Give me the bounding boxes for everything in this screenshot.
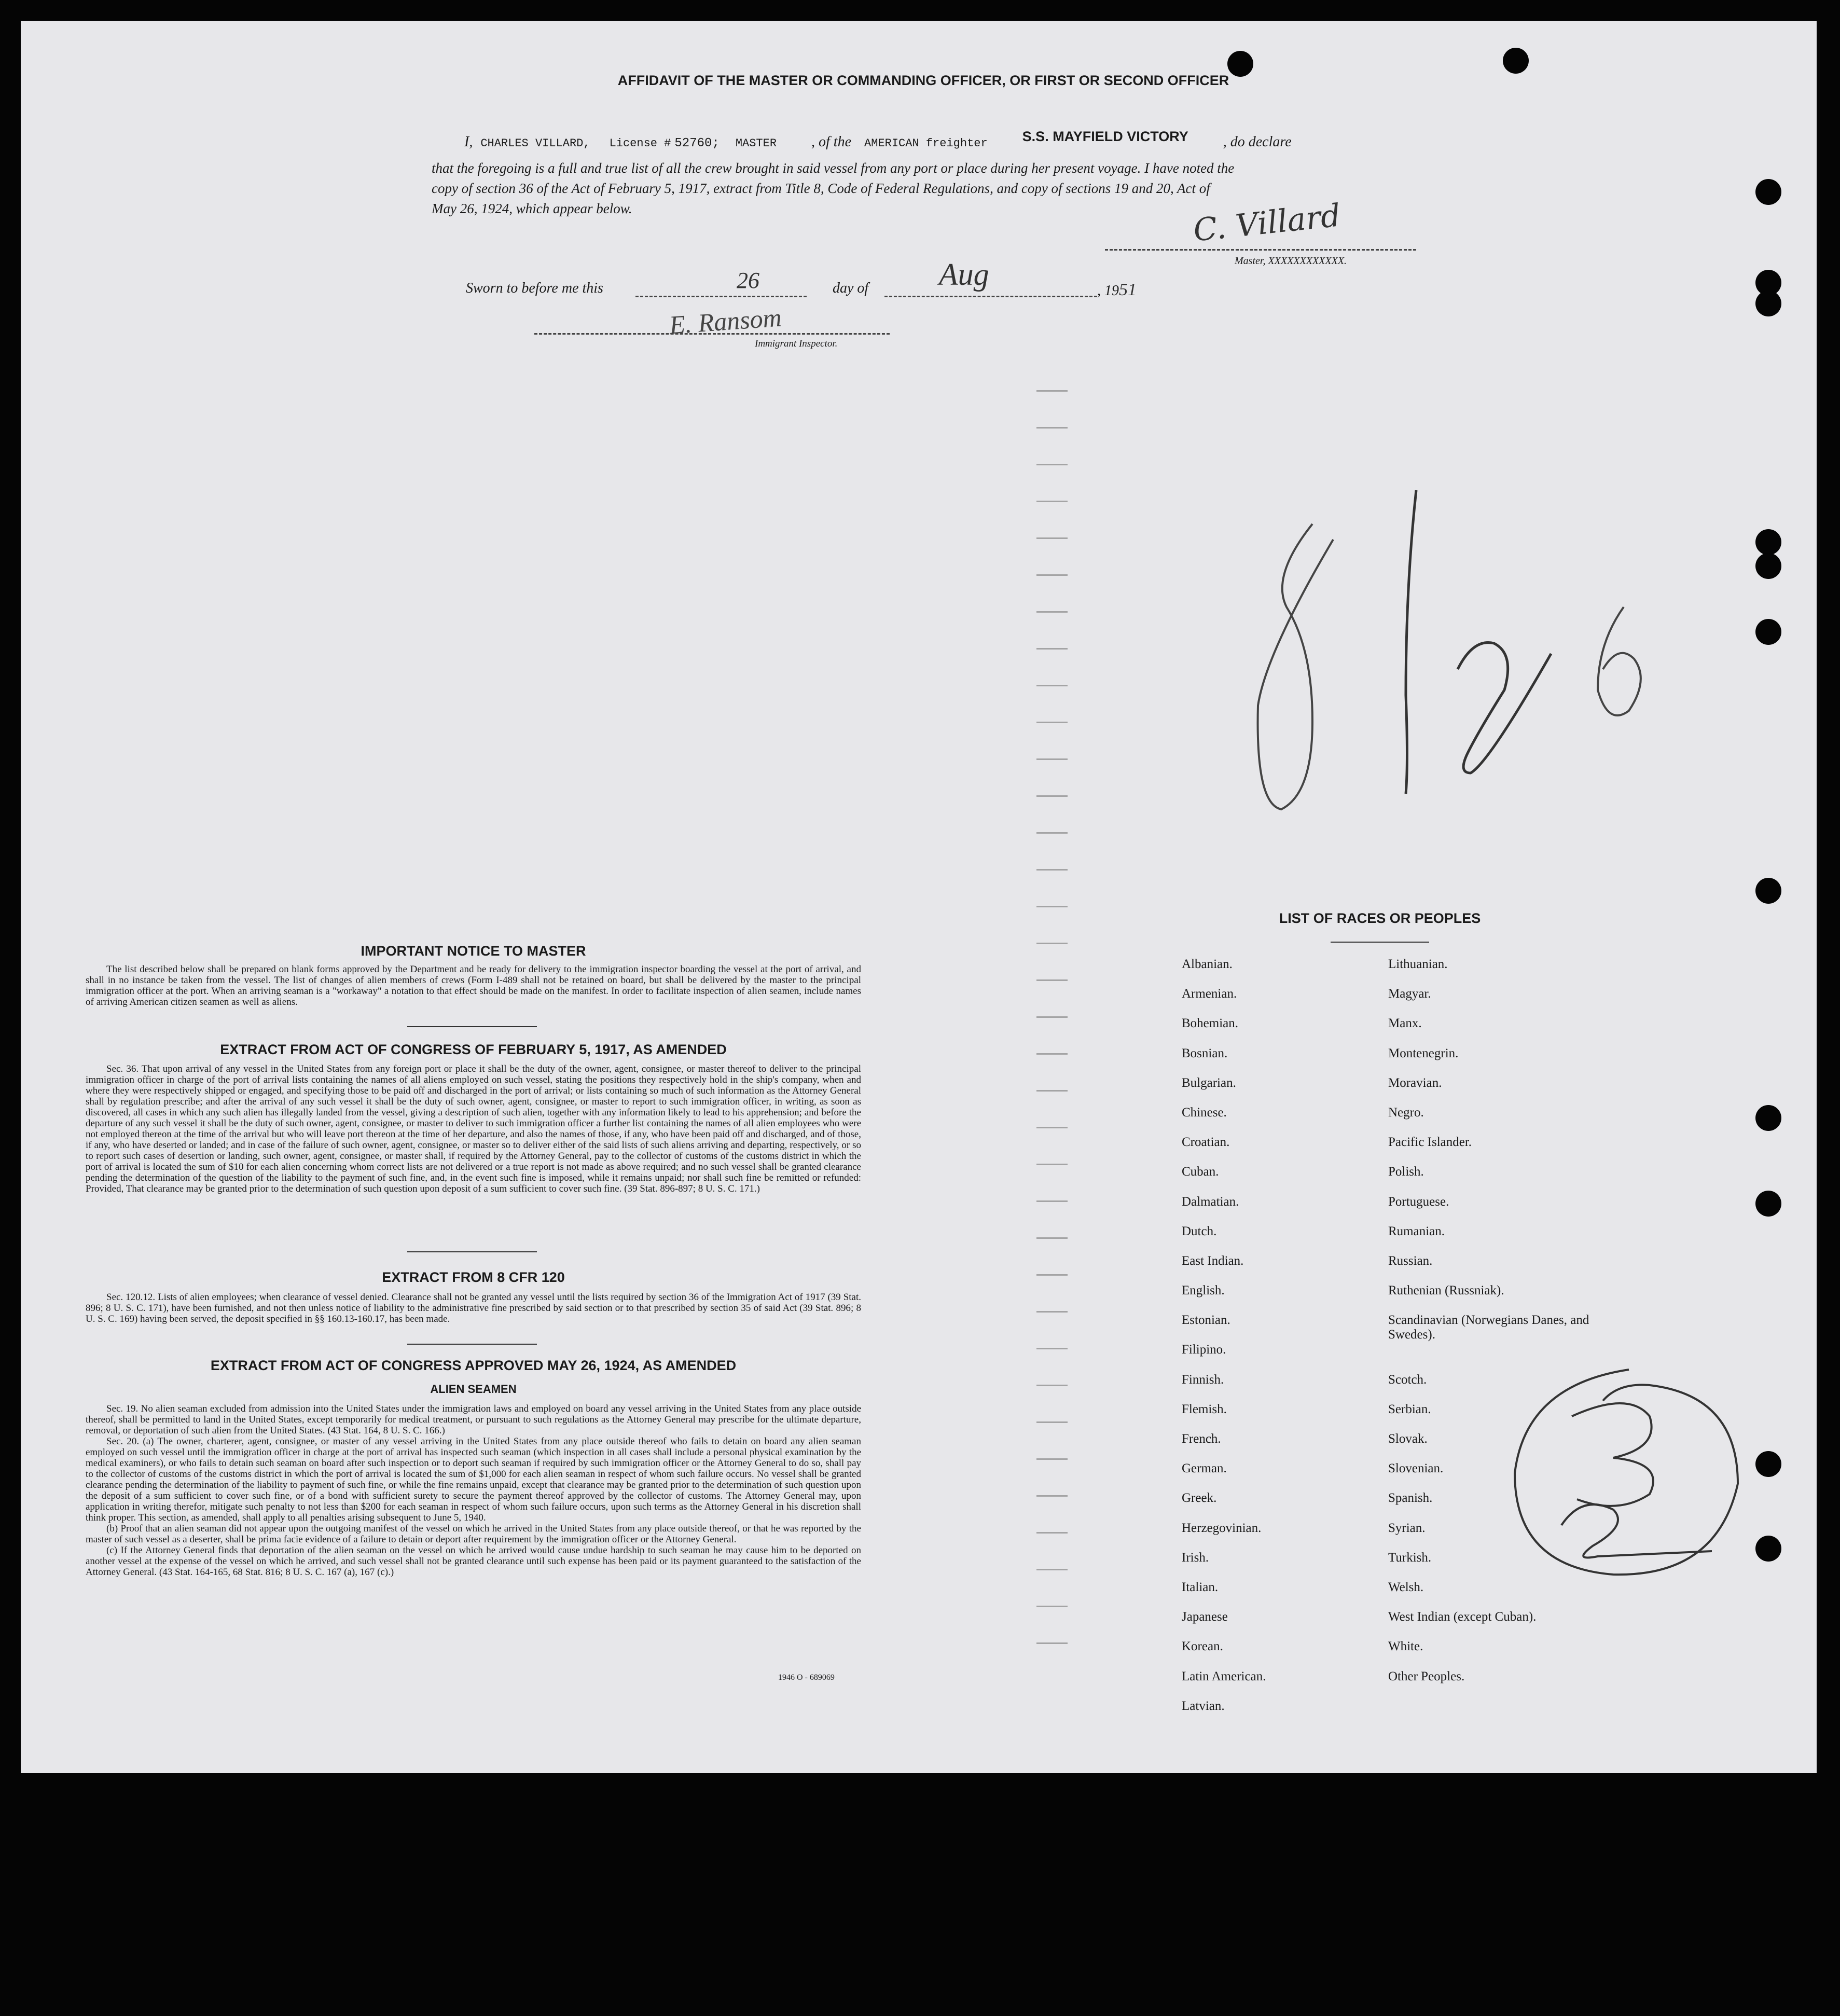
license-label: License #	[609, 137, 671, 150]
race-left: Albanian.	[1182, 957, 1233, 971]
handwritten-slash	[1406, 490, 1416, 794]
punch-hole	[1755, 1105, 1781, 1131]
races-table	[1182, 957, 1590, 1729]
races-row	[1182, 1373, 1590, 1402]
of-the-text: , of the	[811, 134, 852, 150]
races-row	[1182, 987, 1590, 1016]
extract-1924-subtitle: ALIEN SEAMEN	[430, 1383, 517, 1396]
master-rank: MASTER	[735, 137, 777, 150]
race-right	[1388, 1343, 1590, 1372]
race-left: French.	[1182, 1432, 1221, 1446]
races-row	[1182, 1521, 1590, 1551]
inspector-signature: E. Ransom	[668, 302, 783, 340]
sec-20a-text: Sec. 20. (a) The owner, charterer, agent, consignee, or master of any vessel arriving in the United States from any place outside thereof who fails to detain on board any alien seaman employed on such vessel until the immigration officer in charge at the port of arrival has inspected such seaman (which inspection in all cases shall include a personal physical examination by the medical examiners), or who fails to detain such seaman on board after such inspection or to deport such seaman if required by such immigration officer or the Attorney General to do so, shall pay to the collector of customs of the customs district in which the port of arrival is located the sum of $1,000 for each alien seaman in respect of whom such failure occurs. No vessel shall be granted clearance pending the determination of the liability to payment of such fine, or while the fine remains unpaid, except that clearance may be granted prior to the determination of such question upon the deposit of a sum sufficient to cover such fine, or of a bond with sufficient surety to secure the payment thereof approved by the collector of customs. The Attorney General may, upon application in writing therefor, mitigate such penalty to not less than $200 for each seaman in respect of whom such failure occurs, upon such terms as the Attorney General in his discretion shall think proper. This section, as amended, shall apply to all penalties arising subsequent to June 5, 1940.	[86, 1436, 861, 1523]
punch-hole	[1755, 1191, 1781, 1217]
divider	[1331, 942, 1429, 943]
race-left: Irish.	[1182, 1550, 1209, 1565]
sworn-label: Sworn to before me this	[466, 280, 603, 296]
races-row	[1182, 957, 1590, 987]
extract-1924-body	[86, 1403, 861, 1578]
races-row	[1182, 1313, 1590, 1343]
race-left: Latvian.	[1182, 1699, 1225, 1713]
punch-hole	[1755, 619, 1781, 645]
fold-dotted-line	[1036, 363, 1068, 1660]
affidavit-title: AFFIDAVIT OF THE MASTER OR COMMANDING OFFICER, OR FIRST OR SECOND OFFICER	[617, 73, 1229, 88]
inspector-label: Immigrant Inspector.	[755, 338, 838, 349]
master-signature: C. Villard	[1192, 197, 1343, 249]
sworn-day-line	[635, 296, 807, 297]
race-left: Filipino.	[1182, 1343, 1226, 1357]
sworn-month: Aug	[939, 257, 989, 292]
race-left: Italian.	[1182, 1580, 1219, 1594]
races-row	[1182, 1224, 1590, 1254]
race-right: Pacific Islander.	[1388, 1135, 1472, 1150]
race-right: Rumanian.	[1388, 1224, 1445, 1238]
races-row	[1182, 1283, 1590, 1313]
races-row	[1182, 1461, 1590, 1491]
master-label: Master, XXXXXXXXXXXX.	[1235, 255, 1347, 267]
race-right: Spanish.	[1388, 1491, 1433, 1506]
handwritten-marks	[1235, 482, 1676, 835]
race-right: Polish.	[1388, 1165, 1424, 1179]
cfr-title: EXTRACT FROM 8 CFR 120	[382, 1269, 565, 1285]
race-left: East Indian.	[1182, 1253, 1244, 1268]
day-of-label: day of	[833, 280, 869, 296]
sworn-month-line	[884, 296, 1097, 297]
race-left: Cuban.	[1182, 1165, 1219, 1179]
race-left: Armenian.	[1182, 987, 1237, 1001]
races-row	[1182, 1076, 1590, 1106]
extract-1924-title: EXTRACT FROM ACT OF CONGRESS APPROVED MAY 26, 1924, AS AMENDED	[210, 1358, 737, 1373]
races-row	[1182, 1580, 1590, 1610]
race-left: Bosnian.	[1182, 1046, 1228, 1060]
races-row	[1182, 1254, 1590, 1283]
race-left: Bohemian.	[1182, 1016, 1239, 1031]
race-right: Welsh.	[1388, 1580, 1424, 1594]
race-right	[1388, 1699, 1590, 1729]
race-right: Serbian.	[1388, 1402, 1431, 1416]
punch-hole	[1755, 179, 1781, 205]
races-row	[1182, 1639, 1590, 1669]
extract-1917-text: Sec. 36. That upon arrival of any vessel in the United States from any foreign port or place it shall be the duty of the owner, agent, consignee, or master thereof to deliver to the principal immigration officer in charge of the port of arrival lists containing the names of all aliens employed on such vessel, stating the positions they respectively hold in the ship's company, when and where they were respectively shipped or engaged, and specifying those to be paid off and discharged in the port of arrival; or lists containing so much of such information as the Attorney General shall by regulation prescribe; and after the arrival of any such vessel it shall be the duty of such owner, agent, consignee, or master to report to such immigration officer, in writing, as soon as discovered, all cases in which any such alien has illegally landed from the vessel, giving a description of such alien, together with any information likely to lead to his apprehension; and before the departure of any such vessel it shall be the duty of such owner, agent, consignee, or master to deliver to such immigration officer a further list containing the names of all alien employees who were not employed thereon at the time of the arrival but who will leave port thereon at the time of her departure, and also the names of those, if any, who have been paid off and discharged, and of those, if any, who have deserted or landed; and in case of the failure of such owner, agent, consignee, or master so to deliver either of the said lists of such aliens arriving and departing, respectively, or so to report such cases of desertion or landing, such owner, agent, consignee, or master shall, if required by the Attorney General, pay to the collector of customs of the customs district in which the port of arrival is located the sum of $10 for each alien concerning whom correct lists are not delivered or a true report is not made as above required; and no such vessel shall be granted clearance pending the determination of the question of the liability to the payment of such fine, and, in the event such fine is imposed, while it remains unpaid; nor shall such fine be remitted or refunded: Provided, That clearance may be granted prior to the determination of such question upon deposit of a sum sufficient to cover such fine. (39 Stat. 896-897; 8 U. S. C. 171.)	[86, 1064, 861, 1194]
races-row	[1182, 1106, 1590, 1135]
race-left: Estonian.	[1182, 1313, 1230, 1328]
race-left: Flemish.	[1182, 1402, 1227, 1416]
affidavit-line-3: copy of section 36 of the Act of February 5, 1917, extract from Title 8, Code of Federal Regulations, and copy of sections 19 and 20, Act of	[432, 181, 1210, 196]
race-right: White.	[1388, 1639, 1423, 1654]
handwritten-eight	[1258, 524, 1333, 809]
race-right: West Indian (except Cuban).	[1388, 1610, 1537, 1624]
do-declare-text: , do declare	[1223, 134, 1292, 150]
races-row	[1182, 1432, 1590, 1461]
races-row	[1182, 1551, 1590, 1580]
punch-hole	[1755, 291, 1781, 316]
races-row	[1182, 1402, 1590, 1432]
race-right: Portuguese.	[1388, 1194, 1449, 1209]
affidavit-line-4: May 26, 1924, which appear below.	[432, 201, 632, 216]
inspector-line	[534, 333, 890, 335]
sworn-line	[466, 280, 603, 297]
race-left: Dutch.	[1182, 1224, 1217, 1238]
race-left: Korean.	[1182, 1639, 1223, 1654]
sec-20b-text: (b) Proof that an alien seaman did not appear upon the outgoing manifest of the vessel on which he arrived in the United States from any place outside thereof, or that he was reported by the master of such vessel as a deserter, shall be prima facie evidence of a failure to detain or deport after requirement by the immigration officer or the Attorney General.	[86, 1523, 861, 1545]
races-row	[1182, 1669, 1590, 1699]
punch-hole	[1503, 48, 1529, 74]
punch-hole	[1755, 529, 1781, 555]
race-left: English.	[1182, 1283, 1225, 1298]
year-label	[1097, 280, 1137, 300]
races-title: LIST OF RACES OR PEOPLES	[1279, 910, 1481, 926]
sworn-day: 26	[737, 268, 759, 293]
affidavit-i: I,	[464, 134, 473, 150]
race-right: Slovenian.	[1388, 1461, 1444, 1476]
race-right: Montenegrin.	[1388, 1046, 1459, 1060]
race-left: Finnish.	[1182, 1372, 1224, 1387]
races-row	[1182, 1165, 1590, 1194]
affidavit-line-1	[464, 129, 1424, 150]
vessel-type: AMERICAN freighter	[864, 137, 988, 150]
races-row	[1182, 1016, 1590, 1046]
race-right: Slovak.	[1388, 1432, 1428, 1446]
race-left: Bulgarian.	[1182, 1075, 1236, 1090]
races-row	[1182, 1046, 1590, 1076]
race-right: Turkish.	[1388, 1550, 1432, 1565]
notice-title: IMPORTANT NOTICE TO MASTER	[361, 943, 586, 959]
race-left: German.	[1182, 1461, 1227, 1476]
sec-20c-text: (c) If the Attorney General finds that deportation of the alien seaman on the vessel on which he arrived would cause undue hardship to such seaman he may cause him to be deported on another vessel at the expense of the vessel on which he arrived, and such vessel shall not be granted clearance until such expense has been paid or its payment guaranteed to the satisfaction of the Attorney General. (43 Stat. 164-165, 68 Stat. 816; 8 U. S. C. 167 (a), 167 (c).)	[86, 1545, 861, 1578]
races-row	[1182, 1343, 1590, 1372]
race-right: Lithuanian.	[1388, 957, 1448, 971]
divider	[407, 1251, 537, 1252]
extract-1917-title: EXTRACT FROM ACT OF CONGRESS OF FEBRUARY 5, 1917, AS AMENDED	[220, 1042, 727, 1057]
races-row	[1182, 1610, 1590, 1639]
affidavit-line-2: that the foregoing is a full and true list of all the crew brought in said vessel from any port or place during her present voyage. I have noted the	[432, 160, 1235, 176]
race-right: Syrian.	[1388, 1521, 1426, 1535]
race-left: Chinese.	[1182, 1105, 1227, 1120]
sec-19-text: Sec. 19. No alien seaman excluded from admission into the United States under the immigration laws and employed on board any vessel arriving in the United States from any place outside thereof, shall be permitted to land in the United States, except temporarily for medical treatment, or pursuant to such regulations as the Attorney General may prescribe for the ultimate departure, removal, or deportation of such alien from the United States. (43 Stat. 164, 8 U. S. C. 166.)	[86, 1403, 861, 1436]
license-number: 52760;	[674, 136, 720, 150]
year-prefix: , 19	[1097, 283, 1119, 299]
race-left: Latin American.	[1182, 1669, 1266, 1683]
race-right: Negro.	[1388, 1105, 1424, 1120]
race-right: Scotch.	[1388, 1372, 1427, 1387]
race-right: Ruthenian (Russniak).	[1388, 1283, 1504, 1298]
year-suffix: 51	[1119, 280, 1137, 299]
vessel-name: S.S. MAYFIELD VICTORY	[1022, 129, 1188, 144]
punch-hole	[1755, 878, 1781, 904]
race-right: Other Peoples.	[1388, 1669, 1465, 1683]
races-row	[1182, 1491, 1590, 1521]
race-right: Russian.	[1388, 1253, 1433, 1268]
race-left: Japanese	[1182, 1610, 1228, 1624]
signature-line	[1105, 249, 1416, 251]
cfr-text: Sec. 120.12. Lists of alien employees; when clearance of vessel denied. Clearance shall not be granted any vessel until the lists required by section 36 of the Immigration Act of 1917 (39 Stat. 896; 8 U. S. C. 171), have been furnished, and not then unless notice of liability to the administrative fine prescribed by said section or to that prescribed by section 35 of said Act (39 Stat. 896; 8 U. S. C. 169) having been served, the deposit specified in §§ 160.13-160.17, has been made.	[86, 1292, 861, 1324]
race-right: Manx.	[1388, 1016, 1422, 1031]
handwritten-two	[1458, 643, 1551, 773]
races-row	[1182, 1195, 1590, 1224]
divider	[407, 1344, 537, 1345]
print-code: 1946 O - 689069	[778, 1673, 835, 1682]
race-left: Croatian.	[1182, 1135, 1230, 1150]
race-right: Moravian.	[1388, 1075, 1442, 1090]
divider	[407, 1026, 537, 1027]
races-row	[1182, 1699, 1590, 1729]
races-row	[1182, 1135, 1590, 1165]
race-left: Dalmatian.	[1182, 1194, 1239, 1209]
race-left: Greek.	[1182, 1491, 1217, 1506]
master-name: CHARLES VILLARD,	[480, 137, 590, 150]
race-right: Magyar.	[1388, 987, 1431, 1001]
notice-text: The list described below shall be prepared on blank forms approved by the Department and be ready for delivery to the immigration inspector boarding the vessel at the port of arrival, and shall in no instance be taken from the vessel. The list of changes of alien members of crews (Form I-489 shall not be retained on board, but shall be delivered by the master to the principal immigration officer at the port. When an arriving seaman is a "workaway" a notation to that effect should be made on the manifest. In order to facilitate inspection of alien seamen, include names of arriving American citizen seamen as well as aliens.	[86, 964, 861, 1007]
race-left: Herzegovinian.	[1182, 1521, 1262, 1535]
race-right: Scandinavian (Norwegians Danes, and Swedes).	[1388, 1313, 1589, 1342]
handwritten-six	[1598, 607, 1641, 715]
punch-hole	[1755, 553, 1781, 579]
